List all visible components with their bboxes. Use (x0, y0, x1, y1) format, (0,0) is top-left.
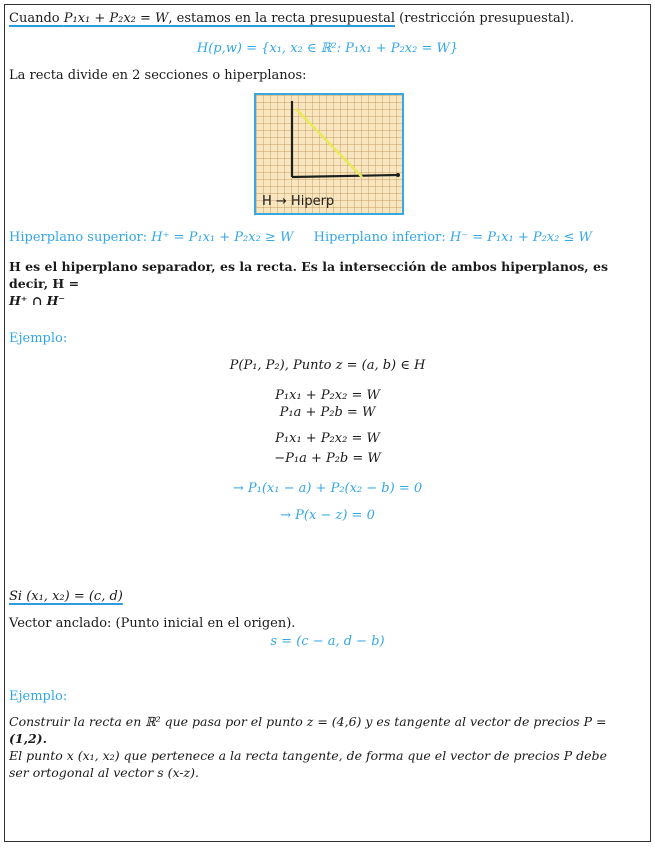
example2-line1: Construir la recta en ℝ² que pasa por el punto z = (4,6) y es tangente al vector de precios P = (9, 714, 607, 729)
example1-result1: → P₁(x₁ − a) + P₂(x₂ − b) = 0 (232, 481, 423, 496)
si-text: Si (x₁, x₂) = (c, d) (9, 589, 123, 604)
sketch-budget-line (296, 109, 362, 177)
sketch-axis-end (396, 173, 400, 177)
example1-line1: P(P₁, P₂), Punto z = (a, b) ∈ H (229, 358, 426, 373)
example1-eq4: −P₁a + P₂b = W (274, 451, 381, 466)
example1-eq3: P₁x₁ + P₂x₂ = W (275, 431, 380, 446)
inferior-eq: H⁻ = P₁x₁ + P₂x₂ ≤ W (449, 230, 592, 245)
separator-line-2: H⁺ ∩ H⁻ (9, 293, 65, 308)
hyperplanes-line (9, 230, 592, 246)
vector-text: Vector anclado: (Punto inicial en el origen). (9, 616, 296, 631)
example2-body (9, 713, 640, 781)
si-line (9, 589, 123, 605)
document-page (4, 4, 651, 842)
example1-label: Ejemplo: (9, 331, 68, 346)
separator-text (9, 258, 640, 309)
example2-line3: El punto x (x₁, x₂) que pertenece a la recta tangente, de forma que el vector de precios P debe (9, 748, 607, 763)
superior-eq: H⁺ = P₁x₁ + P₂x₂ ≥ W (151, 230, 294, 245)
example1-eq2: P₁a + P₂b = W (279, 405, 376, 420)
superior-label: Hiperplano superior: (9, 230, 152, 245)
example2-line2: (1,2). (9, 731, 47, 746)
intro-line (9, 11, 574, 27)
inferior-label: Hiperplano inferior: (313, 230, 450, 245)
vector-eq: s = (c − a, d − b) (270, 634, 385, 649)
example1-eq1: P₁x₁ + P₂x₂ = W (275, 388, 380, 403)
hyperplane-sketch (254, 93, 404, 215)
separator-line-1: H es el hiperplano separador, es la recta. Es la intersección de ambos hiperplanos, es decir, H = (9, 259, 608, 291)
example1-result2: → P(x − z) = 0 (280, 508, 375, 523)
sketch-caption: H → Hiperp (262, 194, 335, 209)
example2-label: Ejemplo: (9, 689, 68, 704)
budget-equation: P₁x₁ + P₂x₂ = W (63, 11, 169, 26)
set-definition: H(p,w) = {x₁, x₂ ∈ ℝ²: P₁x₁ + P₂x₂ = W} (196, 41, 459, 56)
divide-text: La recta divide en 2 secciones o hiperplanos: (9, 68, 307, 83)
intro-suffix: , estamos en la recta presupuestal (168, 11, 395, 26)
example2-line4: ser ortogonal al vector s (x-z). (9, 765, 199, 780)
sketch-svg (256, 95, 402, 213)
sketch-x-axis (292, 175, 398, 177)
intro-prefix: Cuando (9, 11, 64, 26)
intro-suffix-2: (restricción presupuestal). (394, 11, 575, 26)
